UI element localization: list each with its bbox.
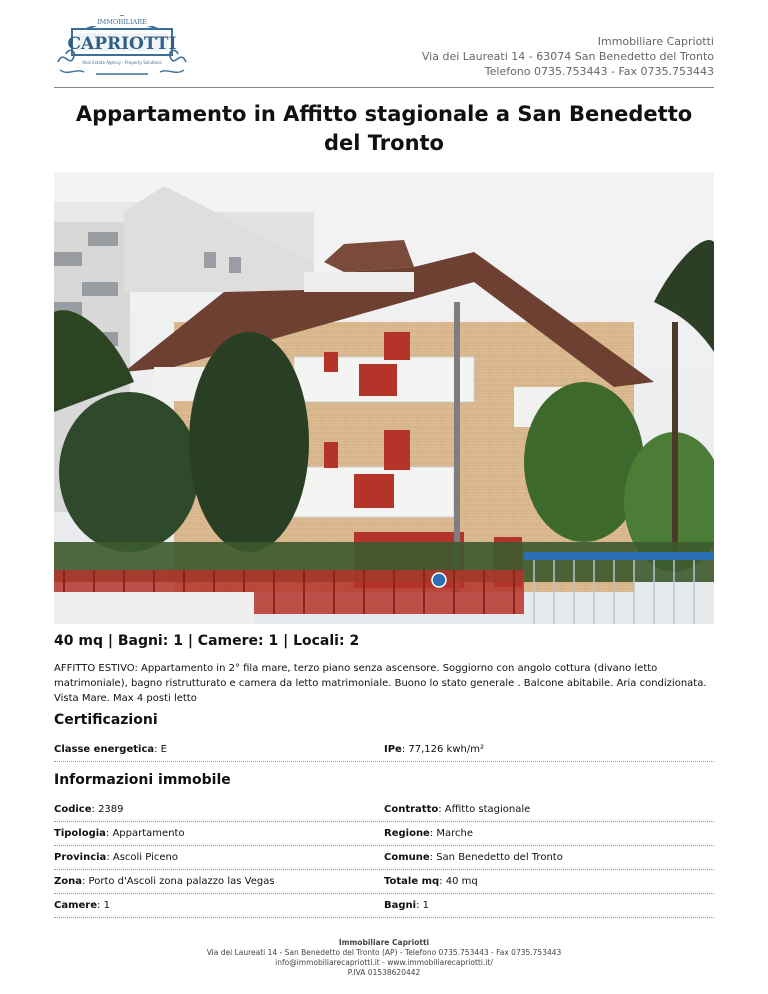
info-field	[384, 828, 473, 839]
classe-energetica-value: : E	[154, 744, 167, 755]
footer-agency-name: Immobiliare Capriotti	[338, 938, 430, 947]
divider-dotted	[54, 893, 714, 894]
info-field	[384, 852, 563, 863]
info-label: Zona	[54, 876, 82, 887]
ipe-value: : 77,126 kwh/m²	[401, 744, 484, 755]
classe-energetica-label: Classe energetica	[54, 744, 155, 755]
info-field	[54, 804, 124, 815]
header-divider	[54, 87, 714, 88]
divider-dotted	[54, 917, 714, 918]
info-label: Contratto	[384, 804, 439, 815]
divider-dotted	[54, 869, 714, 870]
info-label: Provincia	[54, 852, 107, 863]
info-field	[54, 828, 185, 839]
info-label: Bagni	[384, 900, 417, 911]
info-value: : 40 mq	[439, 876, 478, 887]
logo-name-text: CAPRIOTTI	[67, 34, 177, 54]
agency-phone: Telefono 0735.753443 - Fax 0735.753443	[484, 65, 714, 78]
ipe-label: IPe	[384, 744, 402, 755]
divider-dotted	[54, 761, 714, 762]
footer-vat: P.IVA 01538620442	[347, 968, 421, 977]
footer-address: Via dei Laureati 14 - San Benedetto del Tronto (AP) - Telefono 0735.753443 - Fax 0735.753443	[206, 948, 562, 957]
divider-dotted	[54, 821, 714, 822]
info-field	[384, 900, 429, 911]
info-value: : Porto d'Ascoli zona palazzo las Vegas	[82, 876, 275, 887]
info-value: : Appartamento	[105, 828, 185, 839]
agency-logo	[54, 12, 190, 82]
info-field	[54, 852, 178, 863]
info-label: Camere	[54, 900, 98, 911]
logo-tagline-text: Real Estate Agency - Property Solutions	[82, 60, 162, 65]
info-value: : Marche	[429, 828, 474, 839]
info-field	[384, 804, 530, 815]
listing-description: AFFITTO ESTIVO: Appartamento in 2° fila mare, terzo piano senza ascensore. Soggiorno con angolo cottura (divano letto matrimoniale), bagno ristrutturato e camera da letto matrimoniale. Buono lo stato generale . Balcone abitabile. Aria condizionata. Vista Mare. Max 4 posti letto	[54, 663, 707, 704]
info-label: Regione	[384, 828, 430, 839]
classe-energetica-field	[54, 744, 167, 755]
info-field	[54, 876, 275, 887]
info-value: : Ascoli Piceno	[106, 852, 178, 863]
listing-specs: 40 mq | Bagni: 1 | Camere: 1 | Locali: 2	[54, 633, 360, 649]
info-value: : San Benedetto del Tronto	[429, 852, 563, 863]
info-value: : 1	[416, 900, 429, 911]
info-field	[54, 900, 110, 911]
divider-dotted	[54, 845, 714, 846]
ipe-field	[384, 744, 484, 755]
info-label: Tipologia	[54, 828, 106, 839]
listing-title: Appartamento in Affitto stagionale a San Benedetto del Tronto	[75, 102, 693, 155]
building-photo	[54, 172, 714, 624]
informazioni-heading: Informazioni immobile	[54, 772, 231, 788]
info-value: : 2389	[91, 804, 124, 815]
info-label: Comune	[384, 852, 430, 863]
info-value: : 1	[97, 900, 110, 911]
agency-address: Via dei Laureati 14 - 63074 San Benedetto del Tronto	[421, 50, 714, 63]
agency-contact-block	[422, 34, 714, 79]
logo-top-text: IMMOBILIARE	[97, 18, 147, 26]
info-label: Totale mq	[384, 876, 440, 887]
info-label: Codice	[54, 804, 92, 815]
page-footer	[0, 938, 768, 978]
footer-contacts: info@immobiliarecapriotti.it - www.immobiliarecapriotti.it/	[275, 958, 493, 967]
info-value: : Affitto stagionale	[438, 804, 531, 815]
agency-name: Immobiliare Capriotti	[597, 35, 714, 48]
certificazioni-heading: Certificazioni	[54, 712, 158, 728]
info-field	[384, 876, 478, 887]
page-header	[54, 12, 714, 88]
